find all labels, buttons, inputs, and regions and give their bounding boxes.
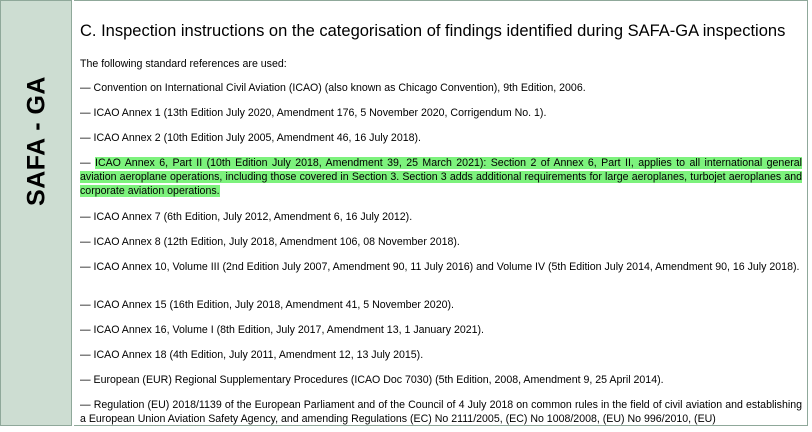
reference-item — [80, 131, 802, 145]
reference-text: Regulation (EU) 2018/1139 of the European Parliament and of the Council of 4 July 2018 on common rules in the field of civil aviation and establishing a European Union Aviation Safety Agency, and amending Regulations (EC) No 2111/2005, (EC) No 1008/2008, (EU) No 996/2010, (EU) — [80, 399, 802, 425]
reference-item — [80, 106, 802, 120]
reference-item — [80, 260, 802, 274]
reference-item — [80, 323, 802, 337]
dash-marker: — — [80, 349, 94, 361]
dash-marker: — — [80, 324, 94, 336]
reference-item — [80, 298, 802, 312]
reference-text: Convention on International Civil Aviation (ICAO) (also known as Chicago Convention), 9th Edition, 2006. — [93, 82, 586, 94]
section-heading: C. Inspection instructions on the categorisation of findings identified during SAFA-GA inspections — [80, 22, 786, 40]
reference-item — [80, 373, 802, 387]
reference-item — [80, 235, 802, 249]
reference-text: ICAO Annex 7 (6th Edition, July 2012, Amendment 6, 16 July 2012). — [93, 211, 413, 223]
reference-item-highlighted — [80, 156, 802, 198]
dash-marker: — — [80, 132, 94, 144]
reference-text: ICAO Annex 15 (16th Edition, July 2018, Amendment 41, 5 November 2020). — [93, 299, 454, 311]
reference-text: ICAO Annex 18 (4th Edition, July 2011, Amendment 12, 13 July 2015). — [93, 349, 424, 361]
reference-text: ICAO Annex 2 (10th Edition July 2005, Amendment 46, 16 July 2018). — [93, 132, 421, 144]
dash-marker: — — [80, 261, 94, 273]
reference-text: European (EUR) Regional Supplementary Procedures (ICAO Doc 7030) (5th Edition, 2008, Amendment 9, 25 April 2014). — [93, 374, 664, 386]
reference-item — [80, 348, 802, 362]
reference-item — [80, 398, 802, 426]
reference-item — [80, 81, 802, 95]
dash-marker: — — [80, 107, 94, 119]
content-panel — [74, 0, 808, 426]
reference-text: ICAO Annex 16, Volume I (8th Edition, July 2017, Amendment 13, 1 January 2021). — [93, 324, 484, 336]
dash-marker: — — [80, 399, 94, 411]
reference-text: ICAO Annex 10, Volume III (2nd Edition July 2007, Amendment 90, 11 July 2016) and Volume IV (5th Edition July 2014, Amendment 90, 16 July 2018). — [93, 261, 800, 273]
dash-marker: — — [80, 157, 96, 169]
reference-text: ICAO Annex 8 (12th Edition, July 2018, Amendment 106, 08 November 2018). — [93, 236, 460, 248]
intro-text: The following standard references are used: — [80, 58, 287, 70]
dash-marker: — — [80, 236, 94, 248]
dash-marker: — — [80, 82, 94, 94]
side-tab — [0, 0, 72, 426]
dash-marker: — — [80, 299, 94, 311]
dash-marker: — — [80, 374, 94, 386]
reference-item — [80, 210, 802, 224]
reference-text: ICAO Annex 1 (13th Edition July 2020, Amendment 176, 5 November 2020, Corrigendum No. 1). — [93, 107, 547, 119]
highlighted-reference-text: ICAO Annex 6, Part II (10th Edition July 2018, Amendment 39, 25 March 2021): Section 2 of Annex 6, Part II, applies to all international general aviation aeroplane operations, including those covered in Section 3. Section 3 adds additional requirements for large aeroplanes, turbojet aeroplanes and corporate aviation operations. — [80, 157, 802, 197]
dash-marker: — — [80, 211, 94, 223]
side-tab-label: SAFA - GA — [22, 76, 51, 206]
